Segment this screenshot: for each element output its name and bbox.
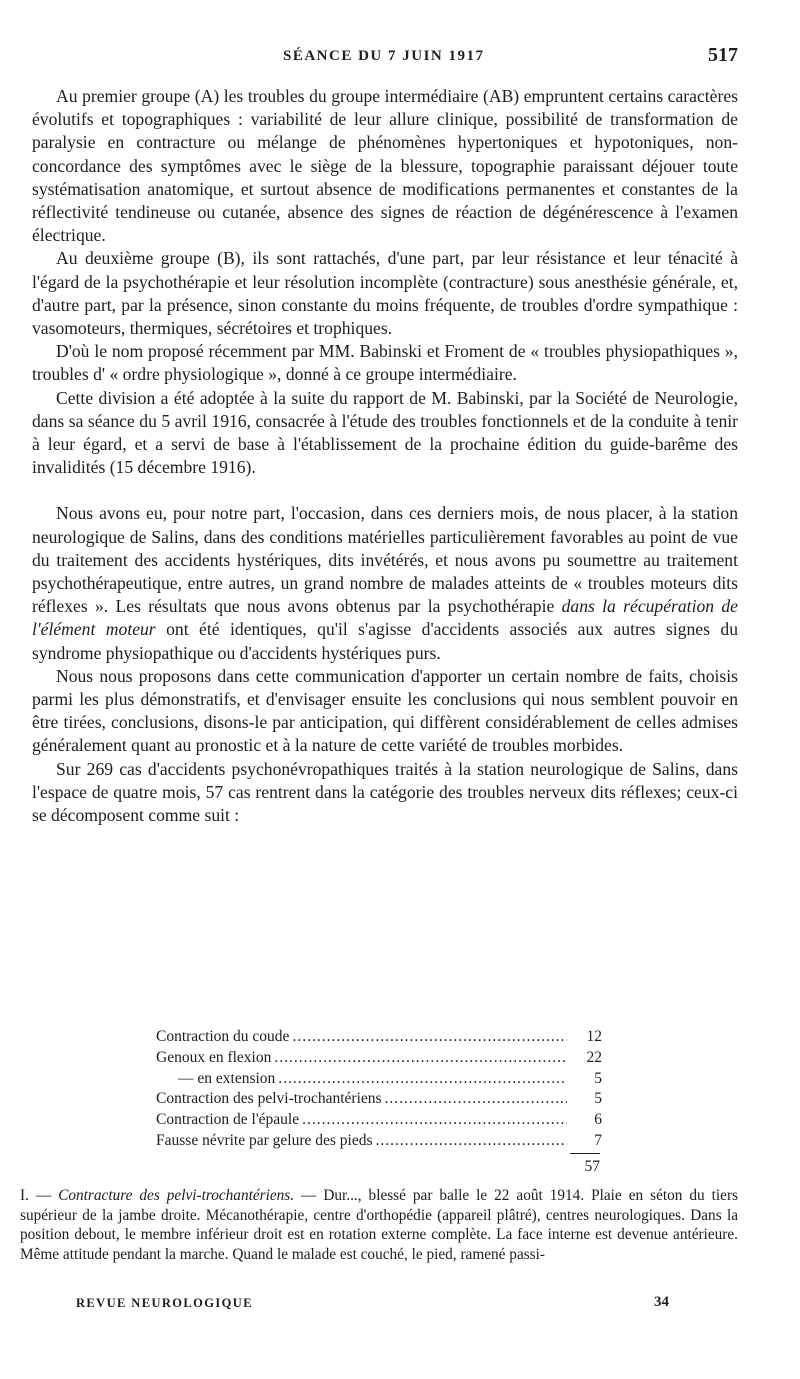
leader-dots bbox=[274, 1048, 567, 1069]
leader-dots bbox=[385, 1089, 567, 1110]
table-row bbox=[156, 1131, 602, 1152]
row-value: 6 bbox=[594, 1111, 602, 1129]
page-number: 517 bbox=[708, 44, 738, 66]
row-value: 22 bbox=[586, 1048, 602, 1066]
row-value: 5 bbox=[594, 1069, 602, 1087]
paragraph-3: D'où le nom proposé récemment par MM. Babinski et Froment de « troubles physiopathiques », troubles d' « ordre physiologique », donné à ce groupe intermédiaire. bbox=[32, 341, 738, 385]
total-rule bbox=[570, 1153, 600, 1154]
row-value: 12 bbox=[586, 1028, 602, 1045]
table-row bbox=[156, 1089, 602, 1110]
table-row bbox=[156, 1069, 602, 1090]
journal-name: REVUE NEUROLOGIQUE bbox=[76, 1296, 253, 1310]
page-header bbox=[0, 42, 800, 72]
row-label: Contraction du coude bbox=[156, 1028, 290, 1045]
row-label: Fausse névrite par gelure des pieds bbox=[156, 1131, 373, 1149]
footnote-title: Contracture des pelvi-trochantériens. bbox=[58, 1187, 295, 1204]
running-head: SÉANCE DU 7 JUIN 1917 bbox=[283, 48, 485, 64]
paragraph-4: Cette division a été adoptée à la suite du rapport de M. Babinski, par la Société de Neurologie, dans sa séance du 5 avril 1916, consacrée à l'étude des troubles fonctionnels et de la conduite à tenir à leur égard, et a servi de base à l'établissement de la prochaine édition du guide-barême des invalidités (15 décembre 1916). bbox=[32, 387, 738, 478]
paragraph-1: Au premier groupe (A) les troubles du groupe intermédiaire (AB) empruntent certains caractères évolutifs et topographiques : variabilité de leur allure clinique, possibilité de transformation de paralysie en contracture ou mélange de phénomènes hypertoniques et hypotoniques, non-concordance des symptômes avec le siège de la blessure, topographie paraissant déjouer toute systématisation anatomique, et surtout absence de modifications permanentes et constantes de la réflectivité tendineuse ou cutanée, absence des signes de réaction de dégénérescence à l'examen électrique. bbox=[32, 86, 738, 246]
paragraph-7: Sur 269 cas d'accidents psychonévropathiques traités à la station neurologique de Salins, dans l'espace de quatre mois, 57 cas rentrent dans la catégorie des troubles nerveux dits réflexes; ceux-ci se décomposent comme suit : bbox=[32, 758, 738, 826]
paragraph-6: Nous nous proposons dans cette communication d'apporter un certain nombre de faits, choisis parmi les plus démonstratifs, et d'envisager ensuite les conclusions qui nous semblent pouvoir en être tirées, conclusions, disons-le par anticipation, qui diffèrent considérablement de celles admises généralement quant au pronostic et à la nature de cette variété de troubles morbides. bbox=[32, 665, 738, 756]
row-label: — en extension bbox=[178, 1069, 276, 1087]
leader-dots bbox=[302, 1110, 567, 1131]
footnote-number: I. — bbox=[20, 1187, 52, 1204]
paragraph-5-end: ont été identiques, qu'il s'agisse d'accidents associés aux autres signes du syndrome physiopathique ou d'accidents hystériques purs. bbox=[32, 619, 738, 663]
table-row bbox=[156, 1110, 602, 1131]
signature-mark: 34 bbox=[654, 1294, 669, 1310]
footnote-text: — Dur..., blessé par balle le 22 août 1914. Plaie en séton du tiers supérieur de la jambe droite. Mécanothérapie, centre d'orthopédie (appareil plâtré), centres neurologiques. Dans la position debout, le membre inférieur droit est en rotation externe complète. La face interne est devenue antérieure. Même attitude pendant la marche. Quand le malade est couché, le pied, ramené passi- bbox=[20, 1187, 738, 1263]
case-table bbox=[156, 1027, 602, 1152]
paragraph-5-start: Nous avons eu, pour notre part, l'occasion, dans ces derniers mois, de nous placer, à la station neurologique de Salins, dans des conditions matérielles particulièrement favorables au point de vue du traitement des accidents hystériques, dits invétérés, et nous avons pu soumettre au traitement psychothérapeutique, entre autres, un grand nombre de malades atteints de « troubles moteurs dits réflexes ». Les résultats que nous avons obtenus par la psychothérapie bbox=[32, 503, 738, 617]
body-text bbox=[32, 85, 738, 827]
footnote bbox=[20, 1186, 738, 1264]
leader-dots bbox=[278, 1069, 567, 1090]
row-label: Contraction des pelvi-trochantériens bbox=[156, 1090, 382, 1108]
paragraph-5-italic: dans la récupération de l'élément moteur bbox=[32, 596, 738, 640]
table-row bbox=[156, 1027, 602, 1048]
paragraph-5 bbox=[32, 502, 738, 664]
row-label: Contraction de l'épaule bbox=[156, 1111, 300, 1129]
paragraph-2: Au deuxième groupe (B), ils sont rattachés, d'une part, par leur résistance et leur ténacité à l'égard de la psychothérapie et leur résolution incomplète (contracture) sous anesthésie générale, et, d'autre part, par la présence, sinon constante du moins fréquente, de troubles d'ordre sympathique : vasomoteurs, thermiques, sécrétoires et trophiques. bbox=[32, 248, 738, 339]
table-total: 57 bbox=[584, 1158, 600, 1175]
row-value: 7 bbox=[594, 1131, 602, 1149]
page-footer bbox=[0, 1294, 800, 1318]
leader-dots bbox=[376, 1131, 567, 1152]
row-label: Genoux en flexion bbox=[156, 1048, 272, 1066]
table-row bbox=[156, 1048, 602, 1069]
row-value: 5 bbox=[594, 1090, 602, 1108]
leader-dots bbox=[292, 1027, 567, 1048]
